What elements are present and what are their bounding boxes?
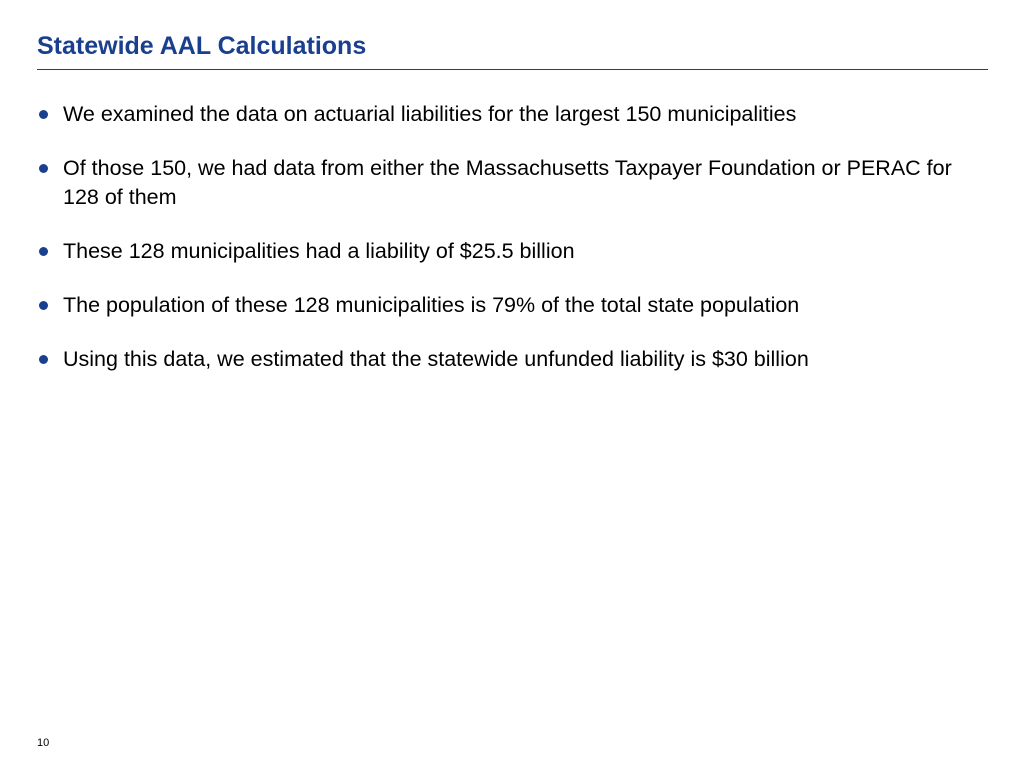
bullet-text: The population of these 128 municipalities is 79% of the total state population — [63, 293, 800, 317]
slide-title: Statewide AAL Calculations — [37, 32, 367, 60]
bullet-text: Using this data, we estimated that the statewide unfunded liability is $30 billion — [63, 347, 809, 371]
bullet-text: Of those 150, we had data from either the Massachusetts Taxpayer Foundation or PERAC for 128 of them — [63, 156, 952, 209]
page-number: 10 — [37, 737, 50, 749]
bullet-item — [37, 100, 967, 129]
bullet-item — [37, 291, 967, 320]
bullet-dot-icon — [39, 355, 48, 364]
bullet-text: We examined the data on actuarial liabilities for the largest 150 municipalities — [63, 102, 797, 126]
bullet-dot-icon — [39, 247, 48, 256]
title-divider — [37, 69, 988, 70]
bullet-text: These 128 municipalities had a liability of $25.5 billion — [63, 239, 575, 263]
bullet-item — [37, 237, 967, 266]
bullet-dot-icon — [39, 110, 48, 119]
bullet-dot-icon — [39, 301, 48, 310]
bullet-item — [37, 345, 967, 374]
bullet-item — [37, 154, 967, 212]
bullet-dot-icon — [39, 164, 48, 173]
bullet-list — [37, 100, 967, 399]
